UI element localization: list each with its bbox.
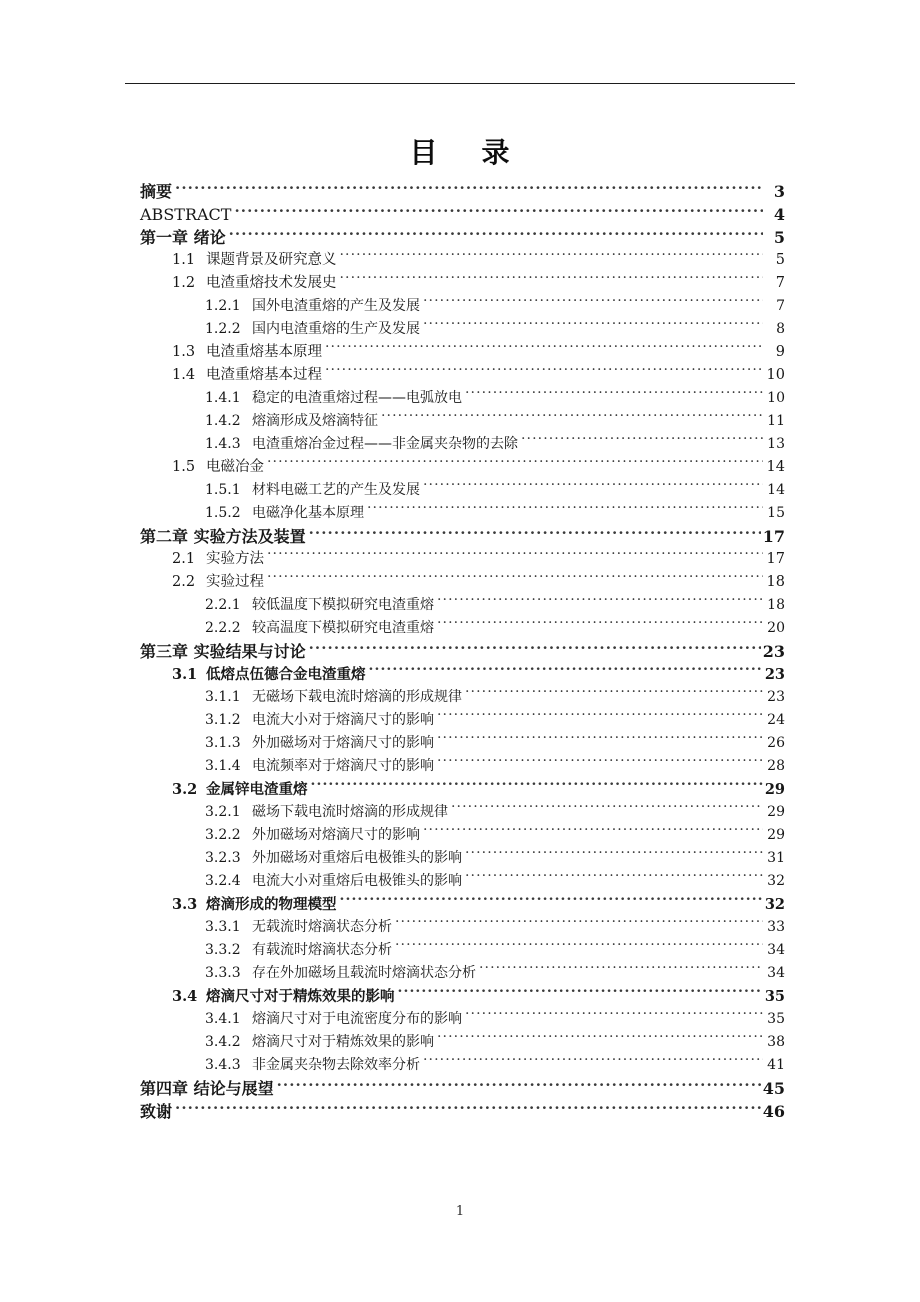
toc-entry-number: 2.1 — [172, 551, 196, 567]
toc-entry-page-number: 17 — [766, 551, 785, 567]
toc-entry-page-number: 11 — [767, 413, 785, 429]
toc-entry-page-number: 13 — [767, 436, 785, 452]
toc-entry-number: 1.4.3 — [205, 436, 241, 452]
toc-leader-dots — [465, 687, 763, 701]
toc-entry-page-number: 10 — [766, 367, 785, 383]
toc-entry-label: 第三章 实验结果与讨论 — [140, 642, 306, 661]
toc-leader-dots — [325, 342, 763, 357]
toc-entry-page-number: 23 — [762, 642, 785, 661]
toc-leader-dots — [437, 1032, 763, 1046]
toc-entry-page-number: 35 — [764, 988, 785, 1005]
toc-entry[interactable] — [0, 318, 920, 341]
toc-entry[interactable] — [0, 295, 920, 318]
toc-entry-label: 存在外加磁场且载流时熔滴状态分析 — [252, 965, 476, 981]
toc-entry[interactable] — [0, 893, 920, 916]
toc-leader-dots — [340, 250, 764, 265]
toc-entry-page-number: 45 — [762, 1079, 785, 1098]
toc-entry-number: 3.1.4 — [205, 758, 241, 774]
toc-entry[interactable] — [0, 387, 920, 410]
toc-entry-number: 3.3.3 — [205, 965, 241, 981]
toc-entry[interactable] — [0, 525, 920, 548]
toc-entry-page-number: 5 — [773, 228, 785, 247]
toc-entry-number: 3.4.2 — [205, 1034, 241, 1050]
toc-entry[interactable] — [0, 433, 920, 456]
toc-entry-page-number: 46 — [762, 1102, 785, 1121]
toc-entry-number: 1.1 — [172, 252, 196, 268]
toc-entry-label: 电流大小对于熔滴尺寸的影响 — [252, 712, 434, 728]
toc-leader-dots — [277, 1078, 761, 1094]
toc-entry[interactable] — [0, 939, 920, 962]
toc-entry[interactable] — [0, 479, 920, 502]
toc-entry-page-number: 18 — [766, 574, 785, 590]
toc-entry-label: 金属锌电渣重熔 — [206, 782, 308, 798]
toc-entry[interactable] — [0, 985, 920, 1008]
toc-entry-page-number: 23 — [767, 689, 785, 705]
toc-leader-dots — [465, 871, 763, 885]
toc-leader-dots — [465, 1009, 763, 1023]
toc-entry-number: 1.5.2 — [205, 505, 241, 521]
toc-entry[interactable] — [0, 203, 920, 226]
toc-entry-page-number: 3 — [773, 182, 785, 201]
toc-entry-number: 2.2.1 — [205, 597, 241, 613]
toc-entry-label: 非金属夹杂物去除效率分析 — [252, 1057, 420, 1073]
toc-entry-number: 3.3.2 — [205, 942, 241, 958]
toc-entry-page-number: 32 — [764, 896, 785, 913]
toc-entry-page-number: 10 — [767, 390, 785, 406]
toc-entry[interactable] — [0, 364, 920, 387]
toc-entry[interactable] — [0, 732, 920, 755]
toc-entry[interactable] — [0, 870, 920, 893]
toc-leader-dots — [340, 895, 763, 910]
toc-leader-dots — [423, 296, 763, 310]
toc-entry-number: 2.2.2 — [205, 620, 241, 636]
toc-entry-number: 1.4.2 — [205, 413, 241, 429]
toc-leader-dots — [395, 940, 763, 954]
toc-leader-dots — [229, 227, 763, 243]
toc-entry-number: 3.4.3 — [205, 1057, 241, 1073]
toc-entry-label: 熔滴形成及熔滴特征 — [252, 413, 378, 429]
toc-entry-label: 外加磁场对重熔后电极锥头的影响 — [252, 850, 462, 866]
toc-leader-dots — [381, 411, 763, 425]
toc-entry-label: 无载流时熔滴状态分析 — [252, 919, 392, 935]
toc-entry-label: 第一章 绪论 — [140, 228, 226, 247]
toc-entry-number: 1.5.1 — [205, 482, 241, 498]
toc-leader-dots — [423, 480, 763, 494]
toc-entry[interactable] — [0, 548, 920, 571]
toc-leader-dots — [309, 526, 761, 542]
toc-leader-dots — [234, 204, 763, 220]
toc-leader-dots — [437, 756, 763, 770]
toc-entry[interactable] — [0, 1031, 920, 1054]
toc-leader-dots — [267, 549, 763, 564]
toc-entry-page-number: 17 — [762, 527, 785, 546]
toc-entry-label: 材料电磁工艺的产生及发展 — [252, 482, 420, 498]
toc-entry-page-number: 38 — [767, 1034, 785, 1050]
toc-entry-number: 3.2.2 — [205, 827, 241, 843]
toc-leader-dots — [340, 273, 764, 288]
toc-entry-label: 课题背景及研究意义 — [206, 252, 337, 268]
toc-entry[interactable] — [0, 456, 920, 479]
toc-entry-number: 3.1 — [172, 666, 198, 683]
toc-leader-dots — [437, 595, 763, 609]
toc-entry[interactable] — [0, 226, 920, 249]
toc-entry-label: 电流大小对重熔后电极锥头的影响 — [252, 873, 462, 889]
toc-entry-page-number: 34 — [767, 965, 785, 981]
toc-entry-label: 熔滴尺寸对于精炼效果的影响 — [252, 1034, 434, 1050]
toc-entry-label: 电渣重熔基本过程 — [206, 367, 322, 383]
toc-entry-label: 第四章 结论与展望 — [140, 1079, 274, 1098]
toc-entry[interactable] — [0, 916, 920, 939]
toc-leader-dots — [465, 848, 763, 862]
toc-leader-dots — [398, 987, 763, 1002]
toc-entry-page-number: 32 — [767, 873, 785, 889]
toc-entry-label: 较低温度下模拟研究电渣重熔 — [252, 597, 434, 613]
toc-entry[interactable] — [0, 410, 920, 433]
toc-entry-number: 3.2 — [172, 781, 198, 798]
toc-leader-dots — [369, 665, 763, 680]
toc-leader-dots — [479, 963, 763, 977]
toc-entry-page-number: 7 — [776, 298, 785, 314]
toc-entry-label: 致谢 — [140, 1102, 173, 1121]
toc-entry-label: 熔滴形成的物理模型 — [206, 897, 337, 913]
toc-entry[interactable] — [0, 341, 920, 364]
toc-leader-dots — [309, 641, 761, 657]
toc-entry-number: 3.3 — [172, 896, 198, 913]
toc-entry-page-number: 5 — [775, 252, 785, 268]
toc-entry[interactable] — [0, 824, 920, 847]
toc-leader-dots — [367, 503, 763, 517]
toc-entry-label: 第二章 实验方法及装置 — [140, 527, 306, 546]
toc-leader-dots — [437, 618, 763, 632]
toc-entry-label: 无磁场下载电流时熔滴的形成规律 — [252, 689, 462, 705]
toc-entry[interactable] — [0, 571, 920, 594]
toc-entry-label: 国外电渣重熔的产生及发展 — [252, 298, 420, 314]
toc-entry-label: 磁场下载电流时熔滴的形成规律 — [252, 804, 448, 820]
toc-entry-label: 低熔点伍德合金电渣重熔 — [206, 667, 366, 683]
toc-entry[interactable] — [0, 640, 920, 663]
toc-entry-number: 1.2.1 — [205, 298, 241, 314]
toc-entry[interactable] — [0, 778, 920, 801]
toc-entry-number: 1.4.1 — [205, 390, 241, 406]
toc-entry[interactable] — [0, 272, 920, 295]
footer-page-number: 1 — [455, 1204, 465, 1219]
toc-entry-label: 电渣重熔冶金过程——非金属夹杂物的去除 — [252, 436, 518, 452]
toc-entry[interactable] — [0, 1100, 920, 1123]
toc-entry-page-number: 8 — [776, 321, 785, 337]
toc-entry-number: 3.2.3 — [205, 850, 241, 866]
toc-entry[interactable] — [0, 709, 920, 732]
toc-entry-number: 3.3.1 — [205, 919, 241, 935]
toc-entry-label: 电磁净化基本原理 — [252, 505, 364, 521]
toc-leader-dots — [423, 1055, 763, 1069]
toc-entry-number: 1.2 — [172, 275, 196, 291]
toc-entry-number: 2.2 — [172, 574, 196, 590]
toc-entry-page-number: 23 — [764, 666, 785, 683]
toc-entry-label: 熔滴尺寸对于电流密度分布的影响 — [252, 1011, 462, 1027]
page-title: 目 录 — [409, 136, 511, 169]
toc-entry-page-number: 9 — [775, 344, 785, 360]
toc-leader-dots — [437, 710, 763, 724]
toc-entry-number: 3.1.2 — [205, 712, 241, 728]
toc-entry-number: 1.3 — [172, 344, 196, 360]
toc-entry[interactable] — [0, 249, 920, 272]
toc-leader-dots — [325, 365, 763, 380]
toc-entry-number: 3.1.3 — [205, 735, 241, 751]
toc-entry-page-number: 14 — [766, 459, 785, 475]
toc-entry-label: 较高温度下模拟研究电渣重熔 — [252, 620, 434, 636]
toc-leader-dots — [395, 917, 763, 931]
toc-entry[interactable] — [0, 663, 920, 686]
toc-entry[interactable] — [0, 180, 920, 203]
toc-entry-label: 稳定的电渣重熔过程——电弧放电 — [252, 390, 462, 406]
toc-leader-dots — [267, 572, 763, 587]
toc-entry-label: 摘要 — [140, 182, 173, 201]
toc-entry-label: ABSTRACT — [140, 205, 232, 224]
toc-entry-page-number: 18 — [767, 597, 785, 613]
toc-entry-page-number: 24 — [767, 712, 785, 728]
toc-entry-label: 电渣重熔技术发展史 — [206, 275, 337, 291]
toc-entry[interactable] — [0, 686, 920, 709]
toc-entry-number: 1.4 — [172, 367, 196, 383]
toc-entry-label: 实验方法 — [206, 551, 264, 567]
toc-entry-page-number: 28 — [767, 758, 785, 774]
toc-entry-number: 3.2.4 — [205, 873, 241, 889]
toc-entry-page-number: 34 — [767, 942, 785, 958]
toc-leader-dots — [175, 1101, 761, 1117]
toc-entry-label: 电磁冶金 — [206, 459, 264, 475]
toc-entry-page-number: 26 — [767, 735, 785, 751]
toc-entry-number: 1.5 — [172, 459, 196, 475]
toc-entry-page-number: 29 — [764, 781, 785, 798]
toc-entry[interactable] — [0, 1077, 920, 1100]
toc-entry[interactable] — [0, 1008, 920, 1031]
toc-entry-page-number: 29 — [767, 804, 785, 820]
toc-leader-dots — [423, 319, 763, 333]
toc-entry[interactable] — [0, 755, 920, 778]
toc-entry-page-number: 4 — [773, 205, 785, 224]
table-of-contents — [0, 180, 920, 1123]
toc-leader-dots — [267, 457, 763, 472]
toc-entry-number: 1.2.2 — [205, 321, 241, 337]
toc-entry[interactable] — [0, 847, 920, 870]
header-rule — [125, 83, 795, 84]
toc-entry[interactable] — [0, 502, 920, 525]
toc-leader-dots — [521, 434, 763, 448]
toc-entry[interactable] — [0, 1054, 920, 1077]
toc-entry-label: 国内电渣重熔的生产及发展 — [252, 321, 420, 337]
toc-entry-page-number: 29 — [767, 827, 785, 843]
toc-leader-dots — [465, 388, 763, 402]
toc-entry-page-number: 7 — [775, 275, 785, 291]
toc-entry-page-number: 41 — [767, 1057, 785, 1073]
toc-entry-page-number: 20 — [767, 620, 785, 636]
toc-entry[interactable] — [0, 801, 920, 824]
toc-entry-label: 有载流时熔滴状态分析 — [252, 942, 392, 958]
toc-entry-number: 3.4.1 — [205, 1011, 241, 1027]
toc-entry-label: 实验过程 — [206, 574, 264, 590]
toc-entry-number: 3.4 — [172, 988, 198, 1005]
toc-entry-label: 电渣重熔基本原理 — [206, 344, 322, 360]
toc-entry[interactable] — [0, 617, 920, 640]
toc-entry-page-number: 33 — [767, 919, 785, 935]
toc-entry-label: 外加磁场对于熔滴尺寸的影响 — [252, 735, 434, 751]
toc-entry-page-number: 15 — [767, 505, 785, 521]
toc-entry-number: 3.2.1 — [205, 804, 241, 820]
toc-entry-page-number: 14 — [767, 482, 785, 498]
toc-entry-page-number: 35 — [767, 1011, 785, 1027]
toc-entry-page-number: 31 — [767, 850, 785, 866]
toc-leader-dots — [451, 802, 763, 816]
toc-entry-label: 电流频率对于熔滴尺寸的影响 — [252, 758, 434, 774]
toc-entry[interactable] — [0, 594, 920, 617]
toc-leader-dots — [175, 181, 763, 197]
toc-leader-dots — [437, 733, 763, 747]
toc-entry-label: 外加磁场对熔滴尺寸的影响 — [252, 827, 420, 843]
toc-entry-number: 3.1.1 — [205, 689, 241, 705]
toc-entry-label: 熔滴尺寸对于精炼效果的影响 — [206, 989, 395, 1005]
toc-leader-dots — [311, 780, 763, 795]
toc-entry[interactable] — [0, 962, 920, 985]
toc-leader-dots — [423, 825, 763, 839]
